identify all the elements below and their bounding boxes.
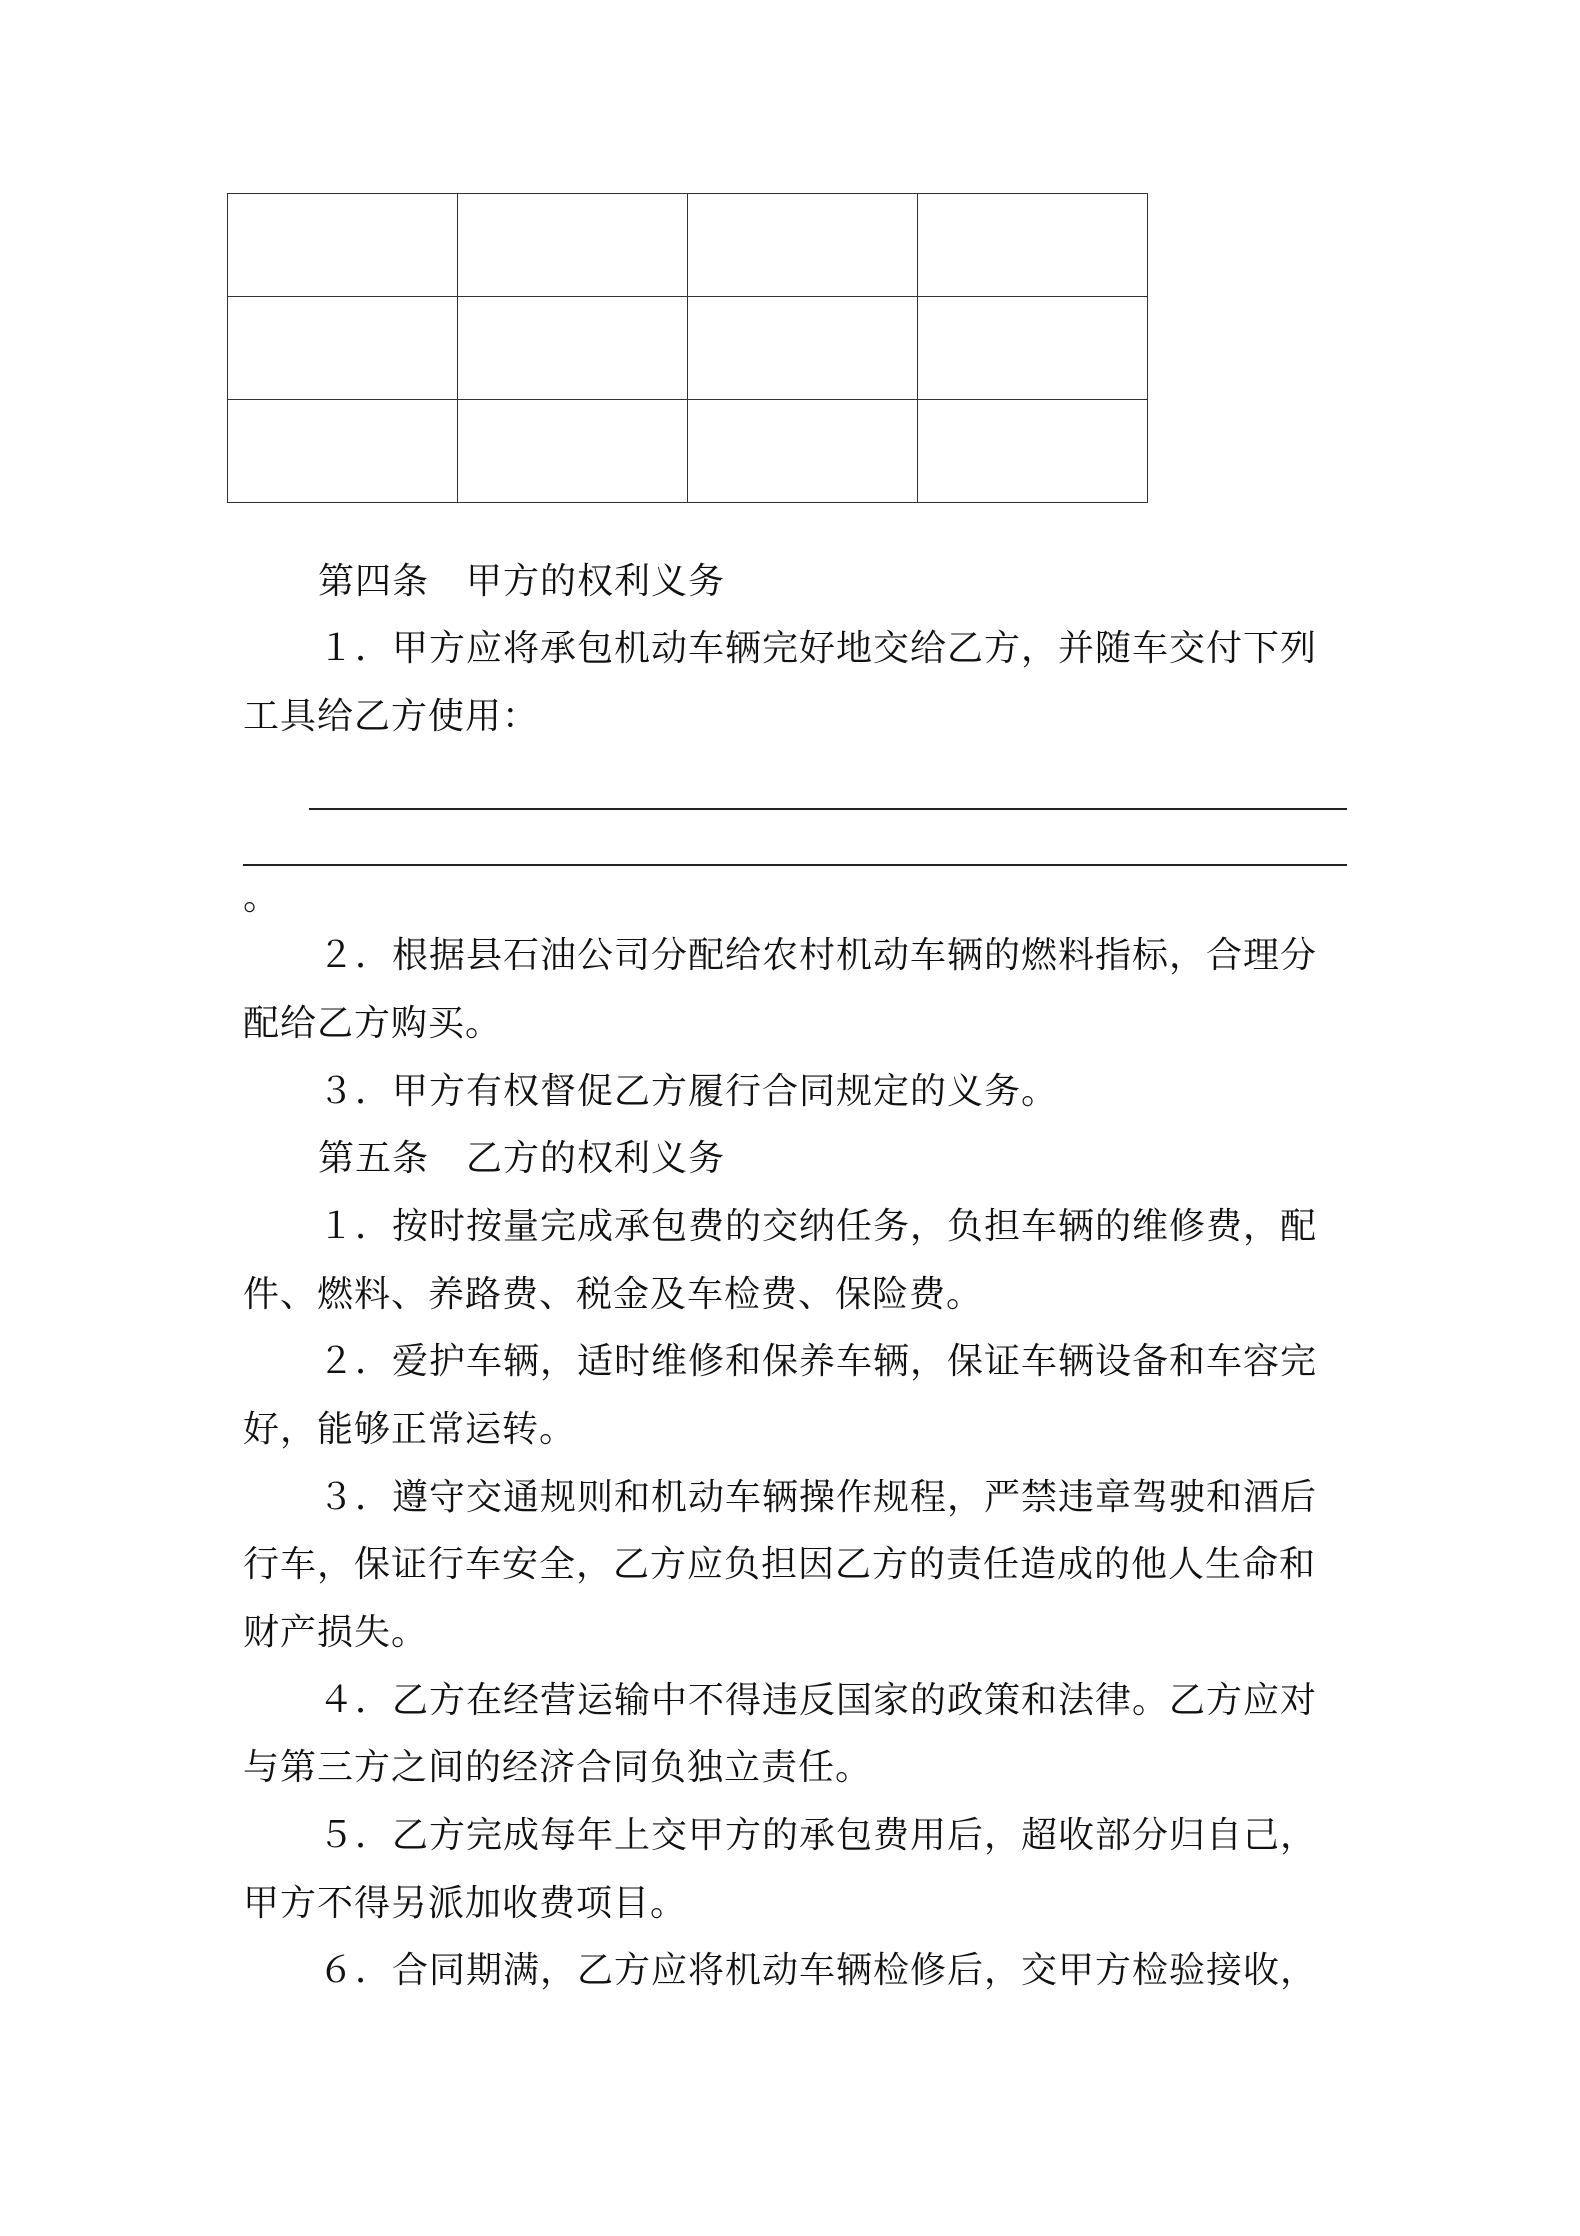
article-5-item-2-line-2: 好，能够正常运转。 bbox=[243, 1409, 577, 1450]
table-cell bbox=[918, 400, 1148, 503]
article-5-item-4-line-1: ４．乙方在经营运输中不得违反国家的政策和法律。乙方应对 bbox=[318, 1680, 1318, 1721]
table-cell bbox=[688, 400, 918, 503]
table-cell bbox=[458, 400, 688, 503]
table-cell bbox=[458, 297, 688, 400]
table-row bbox=[228, 194, 1148, 297]
table-cell bbox=[918, 194, 1148, 297]
table-cell bbox=[228, 297, 458, 400]
blank-table bbox=[227, 193, 1148, 503]
table-row bbox=[228, 400, 1148, 503]
article-5-item-4-line-2: 与第三方之间的经济合同负独立责任。 bbox=[243, 1747, 873, 1788]
article-5-item-1-line-2: 件、燃料、养路费、税金及车检费、保险费。 bbox=[243, 1274, 984, 1315]
article-4-item-2-line-2: 配给乙方购买。 bbox=[243, 1003, 503, 1044]
table-cell bbox=[918, 297, 1148, 400]
article-5-item-3-line-2: 行车，保证行车安全，乙方应负担因乙方的责任造成的他人生命和 bbox=[243, 1544, 1317, 1585]
article-5-item-3-line-1: ３．遵守交通规则和机动车辆操作规程，严禁违章驾驶和酒后 bbox=[318, 1477, 1318, 1518]
article-5-item-2-line-1: ２．爱护车辆，适时维修和保养车辆，保证车辆设备和车容完 bbox=[318, 1341, 1318, 1382]
article-5-heading: 第五条 乙方的权利义务 bbox=[318, 1138, 726, 1179]
blank-period: 。 bbox=[243, 877, 281, 918]
article-4-heading: 第四条 甲方的权利义务 bbox=[318, 561, 726, 602]
article-5-item-1-line-1: １．按时按量完成承包费的交纳任务，负担车辆的维修费，配 bbox=[318, 1206, 1318, 1247]
table-row bbox=[228, 297, 1148, 400]
article-4-item-1-line-2: 工具给乙方使用： bbox=[243, 696, 540, 737]
fill-in-blank-line bbox=[243, 864, 1347, 866]
article-4-item-2-line-1: ２．根据县石油公司分配给农村机动车辆的燃料指标，合理分 bbox=[318, 935, 1318, 976]
table-cell bbox=[228, 400, 458, 503]
article-5-item-5-line-2: 甲方不得另派加收费项目。 bbox=[243, 1883, 688, 1924]
table-cell bbox=[688, 297, 918, 400]
table-cell bbox=[688, 194, 918, 297]
article-5-item-6-line-1: ６．合同期满，乙方应将机动车辆检修后，交甲方检验接收， bbox=[318, 1950, 1318, 1991]
article-5-item-5-line-1: ５．乙方完成每年上交甲方的承包费用后，超收部分归自己， bbox=[318, 1815, 1318, 1856]
table-cell bbox=[228, 194, 458, 297]
fill-in-blank-line bbox=[309, 808, 1347, 810]
article-4-item-3: ３．甲方有权督促乙方履行合同规定的义务。 bbox=[318, 1071, 1059, 1112]
article-5-item-3-line-3: 财产损失。 bbox=[243, 1612, 429, 1653]
table-cell bbox=[458, 194, 688, 297]
article-4-item-1-line-1: １．甲方应将承包机动车辆完好地交给乙方，并随车交付下列 bbox=[318, 628, 1318, 669]
